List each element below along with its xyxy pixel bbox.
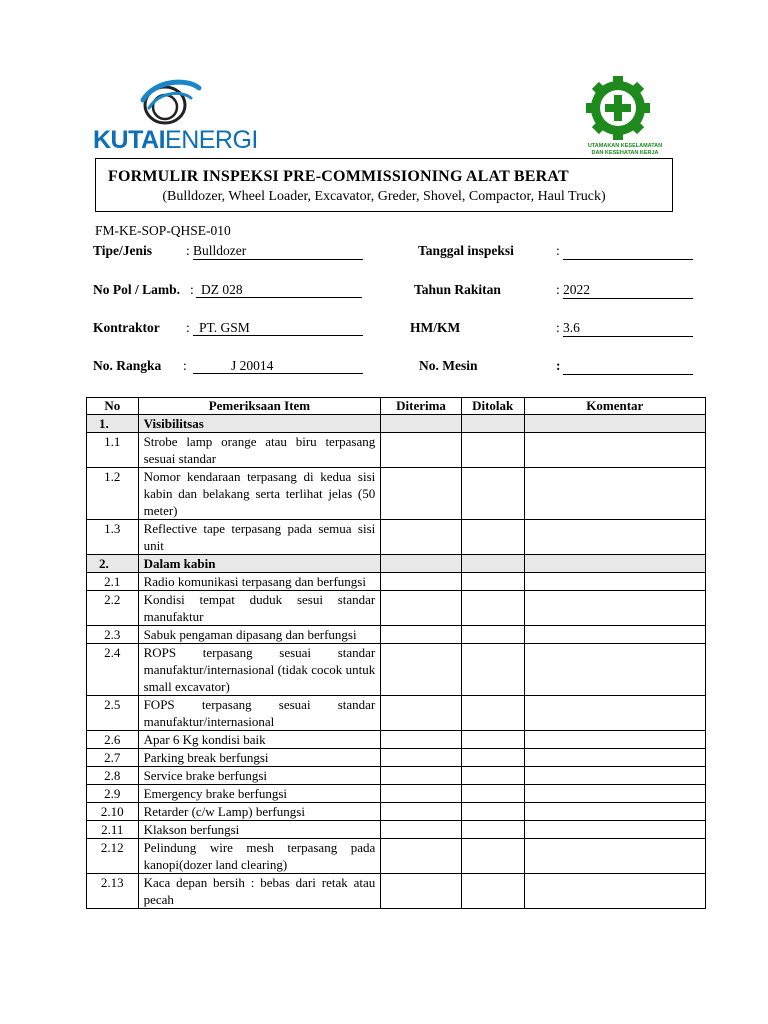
tahun-field[interactable]: 2022 — [563, 282, 693, 299]
row-number: 2.7 — [87, 749, 139, 767]
diterima-cell[interactable] — [381, 415, 462, 433]
rangka-label: No. Rangka — [93, 358, 162, 373]
row-number: 1.1 — [87, 433, 139, 468]
row-item: Visibilitsas — [138, 415, 381, 433]
komentar-cell[interactable] — [524, 555, 705, 573]
diterima-cell[interactable] — [381, 626, 462, 644]
row-number: 2.8 — [87, 767, 139, 785]
ditolak-cell[interactable] — [461, 839, 524, 874]
table-row — [87, 433, 706, 468]
row-number: 2.3 — [87, 626, 139, 644]
row-item: Emergency brake berfungsi — [138, 785, 381, 803]
tanggal-sep: : — [556, 243, 560, 258]
row-item: Parking break berfungsi — [138, 749, 381, 767]
row-item: ROPS terpasang sesuai standar manufaktur/internasional (tidak cocok untuk small excavator) — [138, 644, 381, 696]
diterima-cell[interactable] — [381, 573, 462, 591]
row-item: Dalam kabin — [138, 555, 381, 573]
diterima-cell[interactable] — [381, 749, 462, 767]
komentar-cell[interactable] — [524, 874, 705, 909]
k3-caption — [576, 143, 674, 157]
table-row — [87, 468, 706, 520]
komentar-cell[interactable] — [524, 696, 705, 731]
section-row — [87, 415, 706, 433]
diterima-cell[interactable] — [381, 433, 462, 468]
table-row — [87, 591, 706, 626]
k3-caption-line2: DAN KESEHATAN KERJA — [591, 149, 659, 156]
table-row — [87, 696, 706, 731]
table-row — [87, 803, 706, 821]
row-item: Kaca depan bersih : bebas dari retak atau pecah — [138, 874, 381, 909]
komentar-cell[interactable] — [524, 785, 705, 803]
col-header-no: No — [87, 398, 139, 415]
table-row — [87, 767, 706, 785]
row-item: Reflective tape terpasang pada semua sisi unit — [138, 520, 381, 555]
inspection-table — [86, 397, 706, 909]
table-row — [87, 874, 706, 909]
diterima-cell[interactable] — [381, 803, 462, 821]
brand-wordmark: KUTAIENERGI — [93, 126, 258, 154]
table-row — [87, 785, 706, 803]
col-header-ditolak: Ditolak — [461, 398, 524, 415]
kutai-energi-logo-icon — [135, 78, 203, 130]
nopol-field[interactable]: DZ 028 — [196, 282, 362, 298]
ditolak-cell[interactable] — [461, 874, 524, 909]
ditolak-cell[interactable] — [461, 644, 524, 696]
kontraktor-label: Kontraktor — [93, 320, 160, 335]
k3-safety-gear-icon — [578, 74, 658, 154]
diterima-cell[interactable] — [381, 839, 462, 874]
diterima-cell[interactable] — [381, 821, 462, 839]
table-row — [87, 731, 706, 749]
row-number: 2.2 — [87, 591, 139, 626]
komentar-cell[interactable] — [524, 821, 705, 839]
row-item: Kondisi tempat duduk sesui standar manufaktur — [138, 591, 381, 626]
komentar-cell[interactable] — [524, 415, 705, 433]
form-subtitle: (Bulldozer, Wheel Loader, Excavator, Greder, Shovel, Compactor, Haul Truck) — [162, 189, 606, 204]
komentar-cell[interactable] — [524, 767, 705, 785]
nopol-label: No Pol / Lamb. — [93, 282, 181, 297]
diterima-cell[interactable] — [381, 874, 462, 909]
ditolak-cell[interactable] — [461, 696, 524, 731]
row-number: 2.4 — [87, 644, 139, 696]
komentar-cell[interactable] — [524, 749, 705, 767]
row-item: Service brake berfungsi — [138, 767, 381, 785]
ditolak-cell[interactable] — [461, 749, 524, 767]
mesin-sep: : — [556, 358, 561, 373]
table-row — [87, 839, 706, 874]
table-row — [87, 520, 706, 555]
tipe-label: Tipe/Jenis — [93, 243, 153, 258]
row-item: Strobe lamp orange atau biru terpasang sesuai standar — [138, 433, 381, 468]
ditolak-cell[interactable] — [461, 433, 524, 468]
table-row — [87, 644, 706, 696]
ditolak-cell[interactable] — [461, 821, 524, 839]
row-item: Sabuk pengaman dipasang dan berfungsi — [138, 626, 381, 644]
diterima-cell[interactable] — [381, 767, 462, 785]
komentar-cell[interactable] — [524, 573, 705, 591]
hmkm-field[interactable]: 3.6 — [563, 320, 693, 337]
form-title-box — [95, 158, 673, 212]
diterima-cell[interactable] — [381, 696, 462, 731]
tipe-field[interactable]: Bulldozer — [193, 243, 363, 260]
ditolak-cell[interactable] — [461, 573, 524, 591]
mesin-label: No. Mesin — [419, 358, 478, 373]
rangka-field[interactable]: J 20014 — [193, 358, 363, 374]
col-header-item: Pemeriksaan Item — [138, 398, 381, 415]
mesin-field[interactable] — [563, 358, 693, 375]
table-row — [87, 573, 706, 591]
row-number: 2.9 — [87, 785, 139, 803]
nopol-sep: : — [190, 282, 194, 297]
row-number: 1.2 — [87, 468, 139, 520]
diterima-cell[interactable] — [381, 731, 462, 749]
row-number: 2.5 — [87, 696, 139, 731]
komentar-cell[interactable] — [524, 644, 705, 696]
row-item: Radio komunikasi terpasang dan berfungsi — [138, 573, 381, 591]
row-number: 2.13 — [87, 874, 139, 909]
col-header-komentar: Komentar — [524, 398, 705, 415]
komentar-cell[interactable] — [524, 591, 705, 626]
k3-caption-line1: UTAMAKAN KESELAMATAN — [587, 143, 663, 149]
diterima-cell[interactable] — [381, 520, 462, 555]
ditolak-cell[interactable] — [461, 555, 524, 573]
ditolak-cell[interactable] — [461, 731, 524, 749]
komentar-cell[interactable] — [524, 433, 705, 468]
table-row — [87, 626, 706, 644]
form-title: FORMULIR INSPEKSI PRE-COMMISSIONING ALAT BERAT — [108, 168, 569, 185]
diterima-cell[interactable] — [381, 555, 462, 573]
hmkm-label: HM/KM — [410, 320, 461, 335]
diterima-cell[interactable] — [381, 644, 462, 696]
ditolak-cell[interactable] — [461, 591, 524, 626]
kontraktor-field[interactable]: PT. GSM — [193, 320, 363, 336]
komentar-cell[interactable] — [524, 520, 705, 555]
tahun-label: Tahun Rakitan — [414, 282, 501, 297]
diterima-cell[interactable] — [381, 468, 462, 520]
row-number: 2.11 — [87, 821, 139, 839]
row-item: Apar 6 Kg kondisi baik — [138, 731, 381, 749]
row-item: Klakson berfungsi — [138, 821, 381, 839]
table-row — [87, 749, 706, 767]
komentar-cell[interactable] — [524, 731, 705, 749]
table-header-row — [87, 398, 706, 415]
row-number: 2. — [87, 555, 139, 573]
ditolak-cell[interactable] — [461, 468, 524, 520]
diterima-cell[interactable] — [381, 591, 462, 626]
tanggal-label: Tanggal inspeksi — [418, 243, 514, 258]
document-code: FM-KE-SOP-QHSE-010 — [95, 223, 231, 238]
hmkm-sep: : — [556, 320, 560, 335]
tipe-sep: : — [186, 243, 190, 258]
ditolak-cell[interactable] — [461, 626, 524, 644]
table-row — [87, 821, 706, 839]
row-item: FOPS terpasang sesuai standar manufaktur/internasional — [138, 696, 381, 731]
row-number: 2.10 — [87, 803, 139, 821]
row-item: Retarder (c/w Lamp) berfungsi — [138, 803, 381, 821]
row-item: Nomor kendaraan terpasang di kedua sisi kabin dan belakang serta terlihat jelas (50 meter) — [138, 468, 381, 520]
kontraktor-sep: : — [186, 320, 190, 335]
row-number: 1. — [87, 415, 139, 433]
diterima-cell[interactable] — [381, 785, 462, 803]
komentar-cell[interactable] — [524, 839, 705, 874]
ditolak-cell[interactable] — [461, 785, 524, 803]
row-number: 1.3 — [87, 520, 139, 555]
tanggal-field[interactable] — [563, 243, 693, 260]
komentar-cell[interactable] — [524, 468, 705, 520]
ditolak-cell[interactable] — [461, 803, 524, 821]
col-header-diterima: Diterima — [381, 398, 462, 415]
row-number: 2.6 — [87, 731, 139, 749]
row-number: 2.1 — [87, 573, 139, 591]
row-item: Pelindung wire mesh terpasang pada kanopi(dozer land clearing) — [138, 839, 381, 874]
tahun-sep: : — [556, 282, 560, 297]
row-number: 2.12 — [87, 839, 139, 874]
ditolak-cell[interactable] — [461, 767, 524, 785]
komentar-cell[interactable] — [524, 626, 705, 644]
ditolak-cell[interactable] — [461, 520, 524, 555]
komentar-cell[interactable] — [524, 803, 705, 821]
ditolak-cell[interactable] — [461, 415, 524, 433]
rangka-sep: : — [183, 358, 187, 373]
section-row — [87, 555, 706, 573]
